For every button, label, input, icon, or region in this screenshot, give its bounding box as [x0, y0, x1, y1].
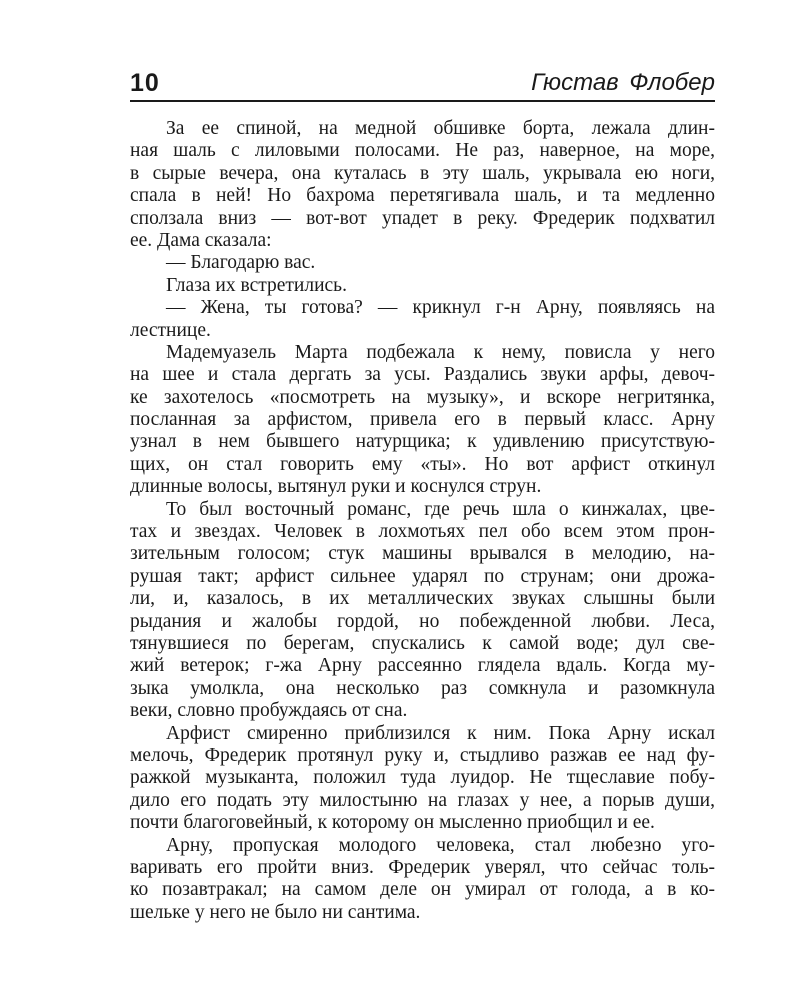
text-line: За ее спиной, на медной обшивке борта, лежала длин- [166, 118, 715, 139]
text-line: мелочь, Фредерик протянул руку и, стыдливо разжав ее над фу- [130, 744, 715, 766]
text-line: сползала вниз — вот-вот упадет в реку. Фредерик подхватил [130, 207, 715, 229]
text-line: Арну, пропуская молодого человека, стал любезно уго- [166, 834, 715, 856]
text-line: рыдания и жалобы гордой, но побежденной любви. Леса, [130, 610, 715, 632]
text-line: на шее и стала дергать за усы. Раздались звуки арфы, девоч- [130, 364, 715, 386]
text-line: ная шаль с лиловыми полосами. Не раз, наверное, на море, [130, 140, 715, 162]
text-line: ко позавтракал; на самом деле он умирал от голода, а в ко- [130, 879, 715, 901]
header-rule [130, 100, 715, 102]
text-line: спала в ней! Но бахрома перетягивала шаль, и та медленно [130, 185, 715, 207]
text-line: почти благоговейный, к которому он мысленно приобщил и ее. [130, 812, 655, 834]
text-line: тянувшиеся по берегам, спускались к самой воде; дул све- [130, 632, 715, 654]
text-line: ее. Дама сказала: [130, 229, 272, 251]
text-line: — Жена, ты готова? — крикнул г-н Арну, появляясь на [166, 297, 715, 319]
text-line: рушая такт; арфист сильнее ударял по струнам; они дрожа- [130, 565, 715, 587]
text-line: тах и звездах. Человек в лохмотьях пел обо всем этом прон- [130, 521, 715, 543]
text-line: зительным голосом; стук машины врывался в мелодию, на- [130, 543, 715, 565]
text-line: Арфист смиренно приблизился к ним. Пока Арну искал [166, 722, 715, 744]
text-line: То был восточный романс, где речь шла о кинжалах, цве- [166, 498, 715, 520]
text-line: шельке у него не было ни сантима. [130, 901, 421, 923]
text-line: в сырые вечера, она куталась в эту шаль, укрывала ею ноги, [130, 162, 715, 184]
text-line: щих, он стал говорить ему «ты». Но вот арфист откинул [130, 453, 715, 475]
text-line: ражкой музыканта, положил туда луидор. Не тщеславие побу- [130, 767, 715, 789]
text-line: посланная за арфистом, привела его в первый класс. Арну [130, 409, 715, 431]
text-line: лестнице. [130, 319, 211, 341]
text-line: узнал в нем бывшего натурщика; к удивлению присутствую- [130, 431, 715, 453]
text-line: Глаза их встретились. [166, 274, 347, 296]
text-line: длинные волосы, вытянул руки и коснулся струн. [130, 476, 542, 498]
text-line: жий ветерок; г-жа Арну рассеянно глядела вдаль. Когда му- [130, 655, 715, 677]
text-body [130, 118, 715, 924]
text-line: — Благодарю вас. [166, 252, 316, 274]
text-line: зыка умолкла, она несколько раз сомкнула и разомкнула [130, 677, 715, 699]
page-number: 10 [130, 69, 160, 97]
text-line: веки, словно пробуждаясь от сна. [130, 700, 408, 722]
text-line: дило его подать эту милостыню на глазах у нее, а порыв души, [130, 789, 715, 811]
text-line: ке захотелось «посмотреть на музыку», и вскоре негритянка, [130, 386, 715, 408]
text-line: Мадемуазель Марта подбежала к нему, повисла у него [166, 341, 715, 363]
text-line: ли, и, казалось, в их металлических звуках слышны были [130, 588, 715, 610]
running-title: Гюстав Флобер [531, 69, 715, 96]
page-header [130, 66, 715, 102]
text-line: варивать его пройти вниз. Фредерик уверял, что сейчас толь- [130, 856, 715, 878]
